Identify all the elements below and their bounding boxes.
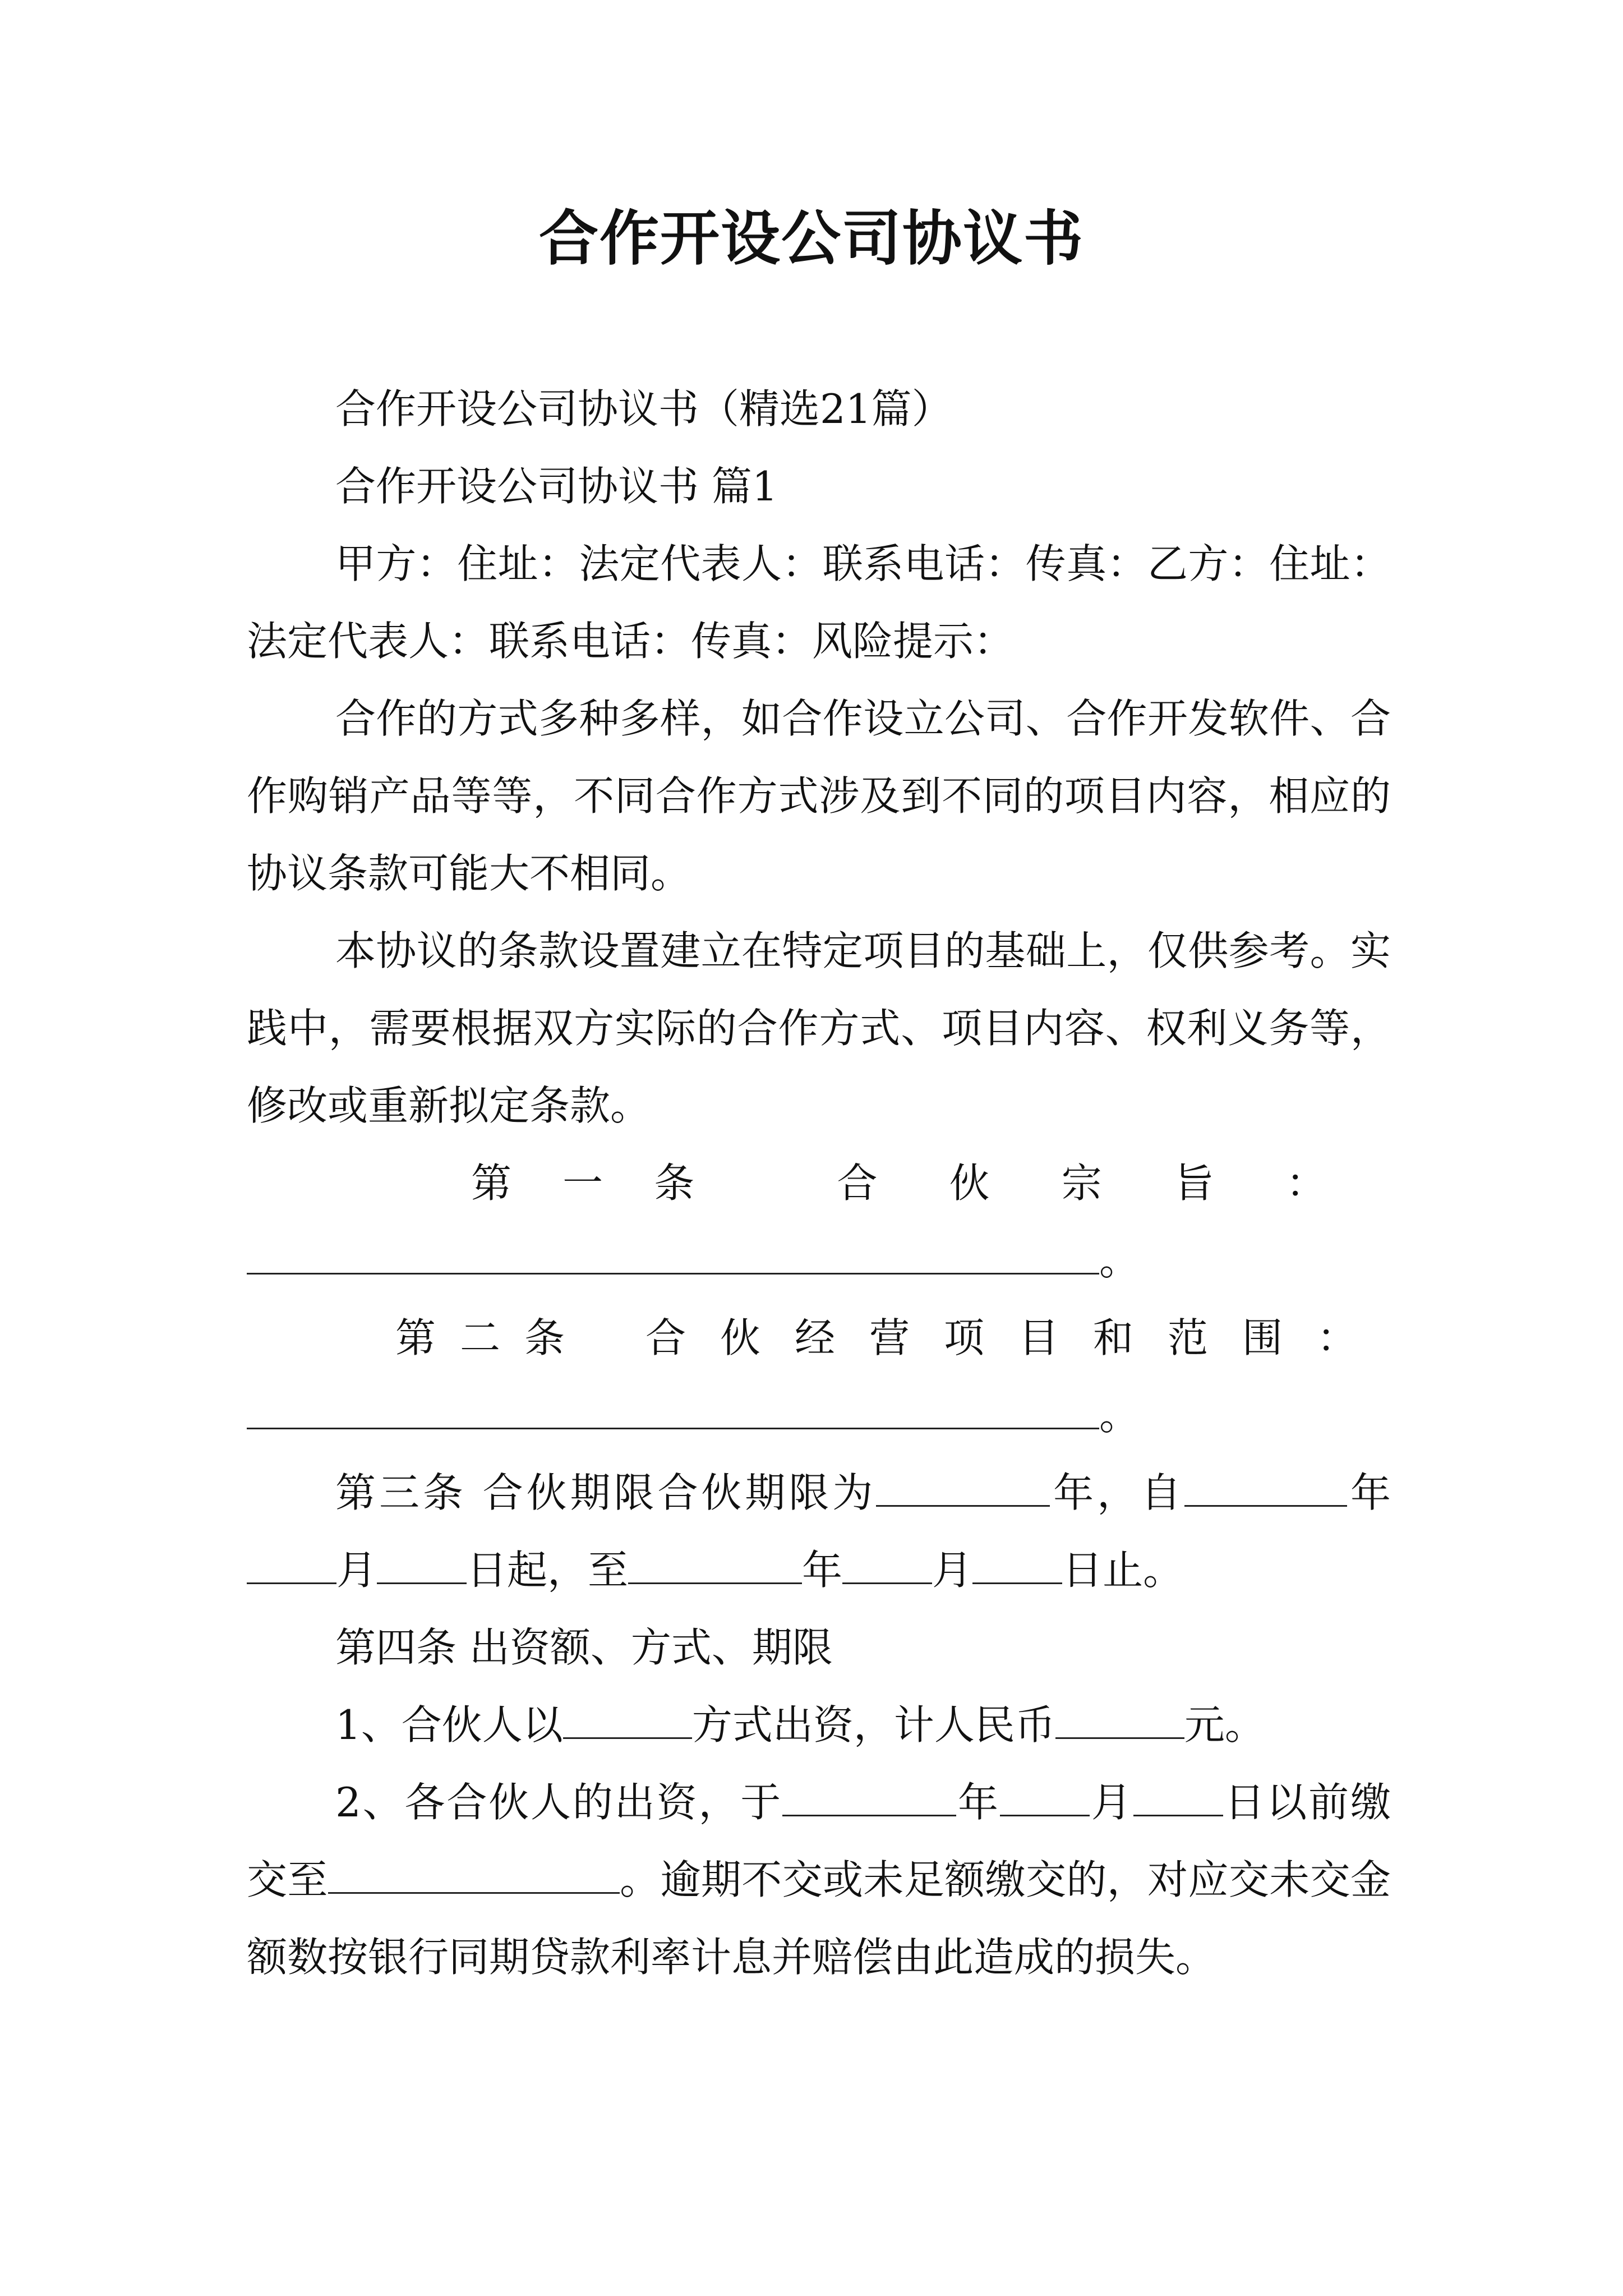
chapter-heading: 合作开设公司协议书 篇1 (335, 463, 778, 510)
document-body (247, 370, 1391, 1996)
article-1-label: 第一条 (471, 1159, 746, 1207)
article-3-text-a: 第三条 合伙期限合伙期限为 (335, 1469, 877, 1516)
article-4-item-2-blank-month (1000, 1780, 1090, 1816)
article-4-item-2-blank-day (1133, 1780, 1223, 1816)
article-4-item-2-blank-year (782, 1780, 956, 1816)
article-4-item-1-text-c: 元。 (1184, 1701, 1265, 1749)
article-4-item-1-text-a: 1、合伙人以 (335, 1701, 563, 1749)
article-3-text-g: 月 (932, 1547, 973, 1594)
article-1-end: 。 (1099, 1237, 1140, 1284)
article-3-text-c: 年 (1347, 1469, 1391, 1516)
article-4-heading: 第四条 出资额、方式、期限 (335, 1624, 833, 1671)
article-2-blank (247, 1393, 1099, 1429)
article-3-blank-years (876, 1470, 1050, 1507)
article-4-item-1-blank-amount (1055, 1703, 1184, 1739)
article-4-item-2-text-d: 日以前缴交至 (247, 1779, 1391, 1903)
article-4-item-2-text-b: 年 (956, 1779, 1000, 1826)
article-3-blank-end-month (842, 1548, 932, 1584)
article-2 (247, 1299, 1391, 1454)
article-2-end: 。 (1099, 1392, 1140, 1439)
article-3-blank-start-month (247, 1548, 336, 1584)
article-3-text-f: 年 (802, 1547, 843, 1594)
article-2-label: 第二条 (395, 1314, 589, 1361)
article-1-blank (247, 1238, 1099, 1274)
article-3-text-d: 月 (336, 1547, 377, 1594)
article-4-item-1-text-b: 方式出资，计人民币 (691, 1701, 1055, 1749)
article-4-item-1 (247, 1686, 1391, 1764)
paragraph-cooperation-methods: 合作的方式多种多样，如合作设立公司、合作开发软件、合作购销产品等等，不同合作方式涉及到不同的项目内容，相应的协议条款可能大不相同。 (247, 695, 1391, 897)
article-1 (247, 1144, 1391, 1299)
article-3-blank-end-year (628, 1548, 802, 1584)
paragraph-reference-note: 本协议的条款设置建立在特定项目的基础上，仅供参考。实践中，需要根据双方实际的合作方式、项目内容、权利义务等，修改或重新拟定条款。 (247, 927, 1391, 1129)
article-4-item-2 (247, 1764, 1391, 1996)
subtitle: 合作开设公司协议书（精选21篇） (335, 385, 952, 432)
article-4-item-1-blank-method (563, 1703, 692, 1739)
article-3 (247, 1454, 1391, 1609)
article-4-item-2-blank-account (328, 1857, 620, 1894)
article-3-text-b: 年，自 (1050, 1469, 1185, 1516)
article-3-text-h: 日止。 (1062, 1547, 1184, 1594)
parties-line: 甲方：住址：法定代表人：联系电话：传真：乙方：住址：法定代表人：联系电话：传真：风险提示： (247, 540, 1391, 665)
article-4-item-2-text-c: 月 (1089, 1779, 1133, 1826)
article-1-blank-line (247, 1222, 1391, 1299)
article-4-item-2-text-e: 。逾期不交或未足额缴交的，对应交未交金额数按银行同期贷款利率计息并赔偿由此造成的损失。 (247, 1856, 1391, 1981)
article-3-blank-start-day (377, 1548, 467, 1584)
article-3-blank-end-day (972, 1548, 1062, 1584)
article-1-heading: 合伙宗旨： (829, 1159, 1391, 1207)
article-2-heading: 合伙经营项目和范围： (645, 1314, 1391, 1361)
article-2-blank-line (247, 1377, 1391, 1454)
article-3-text-e: 日起，至 (467, 1547, 629, 1594)
document-title: 合作开设公司协议书 (539, 203, 1084, 273)
article-4-item-2-text-a: 2、各合伙人的出资，于 (335, 1779, 783, 1826)
article-3-blank-start-year (1184, 1470, 1347, 1507)
